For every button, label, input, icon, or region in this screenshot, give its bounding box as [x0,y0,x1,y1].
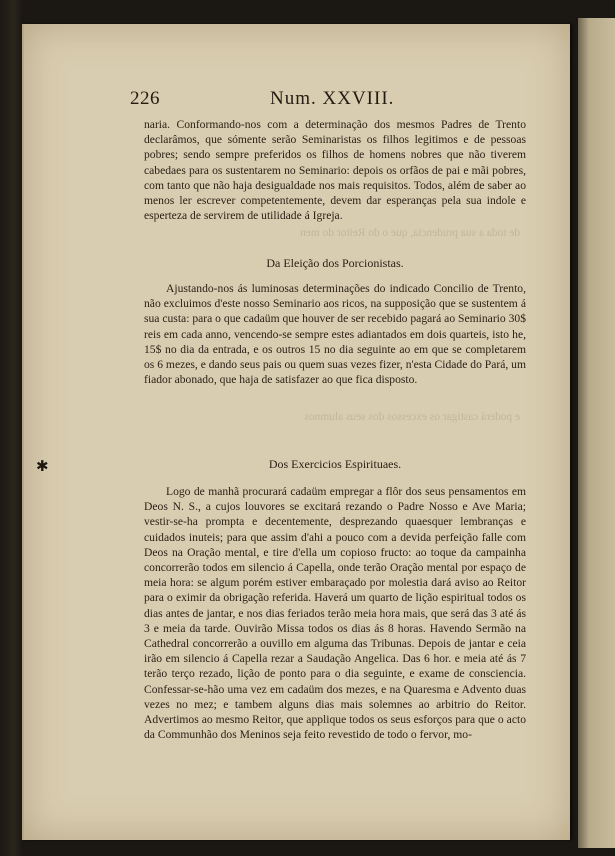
paragraph-text: naria. Conformando-nos com a determinação dos mesmos Padres de Trento declarâmos, que sómente serão Seminaristas os filhos legitimos e de pessoas pobres; sendo sempre preferidos os filhos de homens nobres que não tiverem cabedaes para os sustentarem no Seminario: depois os orfãos de pai e mãi pobres, com tanto que não haja desigualdade nos mais requisitos. Todos, além de saber ao menos ler escrever competentemente, devem dar esperanças pela sua indole e esperteza de servirem de utilidade á Igreja. [144,118,526,223]
running-head [130,88,510,110]
show-through-text-lower: e poderá castigar os excessos dos seus alumnos [304,411,520,423]
paragraph-text: Ajustando-nos ás luminosas determinações do indicado Concilio de Trento, não excluimos d'este nosso Seminario aos ricos, na supposição que se sustentem á sua custa: para o que cadaüm que houver de ser recebido pagará ao Seminario 30$ reis em cada anno, vencendo-se sempre estes adiantados em dois quarteis, isto he, 15$ no dia da entrada, e os outros 15 no dia seguinte ao em que se completarem os 6 mezes, e dando seus pais ou quem suas vezes fizer, n'esta Cidade do Pará, um fiador abonado, que haja de satisfazer ao que fica disposto. [144,282,526,387]
section-title-exercicios: Dos Exercicios Espirituaes. [268,457,402,471]
paragraph-text: Logo de manhã procurará cadaüm empregar a flôr dos seus pensamentos em Deos N. S., a cujos louvores se excitará rezando o Padre Nosso e Ave Maria; vestir-se-ha prompta e decentemente, desprezando quaesquer lembranças e cuidados inuteis; para que assim d'ahi a pouco com a devida perfeição falle com Deos na Oração mental, e tire d'ella um copioso fructo: ao toque da campainha concorrerão todos em silencio á Capella, onde terão Oração mental por espaço de meia hora: se algum porém estiver embaraçado por molestia dará aviso ao Reitor para o eximir da obrigação referida. Haverá um quarto de lição espiritual todos os dias antes de jantar, e nos dias feriados terão meia hora mais, que será das 3 até ás 3 e meia da tarde. Ouvirão Missa todos os dias ás 8 horas. Havendo Sermão na Cathedral concorrerão a ouvillo em alguma das Tribunas. Depois de jantar e ceia irão em silencio á Capella rezar a Saudação Angelica. Das 6 hor. e meia até ás 7 terão terço rezado, lição de ponto para o dia seguinte, e exame de consciencia. Confessar-se-hão uma vez em cadaüm dos mezes, e na Quaresma e Advento duas vezes no mez; e tambem alguns dias mais solemnes ao arbitrio do Reitor. Advertimos ao mesmo Reitor, que applique todos os seus esforços para que o acto da Communhão dos Meninos seja feito revestido de todo o fervor, mo- [144,485,526,742]
paragraph-porcionistas [144,281,526,387]
adjacent-page-edge [578,18,615,848]
ink-blot-icon: ✱ [36,459,49,475]
paragraph-continuation [144,117,526,223]
section-title-porcionistas: Da Eleição dos Porcionistas. [266,256,404,270]
show-through-text-upper: de toda a sua prudencia, que o do Reitor do men [300,227,520,239]
page-number: 226 [130,88,160,109]
page-heading: Num. XXVIII. [270,88,395,109]
paragraph-exercicios [144,484,526,742]
